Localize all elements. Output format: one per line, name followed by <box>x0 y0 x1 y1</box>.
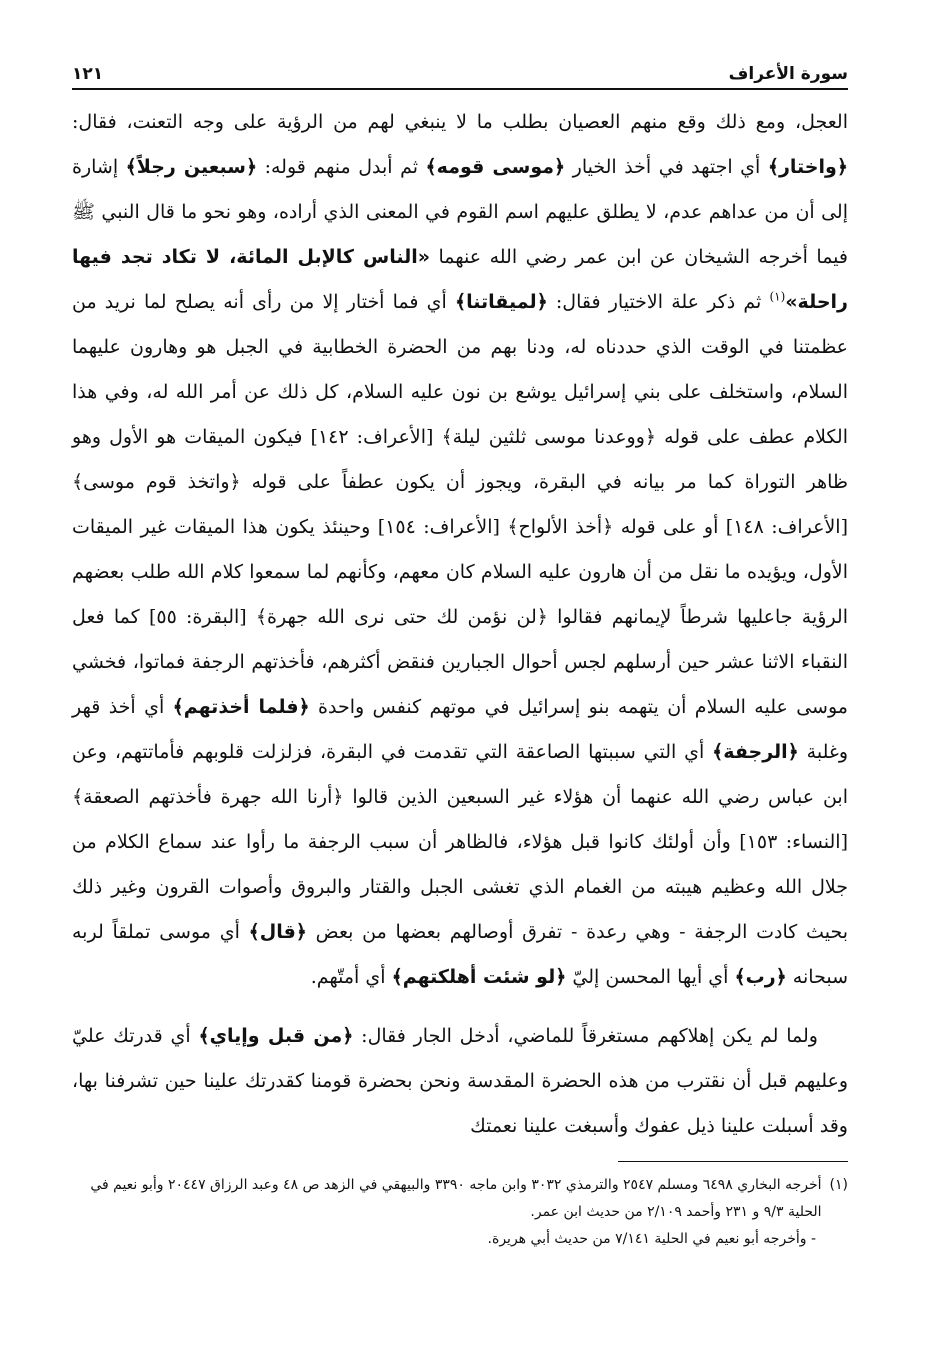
text-run: العجل، ومع ذلك وقع منهم العصيان بطلب ما لا ينبغي لهم من الرؤية على وجه التعنت، فقال: <box>72 111 848 133</box>
footnote-continuation: - وأخرجه أبو نعيم في الحلية ٧/١٤١ من حديث أبي هريرة. <box>487 1231 816 1247</box>
text-run: أي أخذ قهر وغلبة <box>72 696 848 763</box>
quran-quote: ﴿فلما أخذتهم﴾ <box>172 696 310 718</box>
text-run: أي اجتهد في أخذ الخيار <box>565 156 768 178</box>
text-run: ثم أبدل منهم قوله: <box>257 156 426 178</box>
text-run: إشارة إلى أن من عداهم عدم، لا يطلق عليهم اسم القوم في المعنى الذي أراده، وهو نحو ما قال النبي ﷺ فيما أخرجه الشيخان عن ابن عمر رضي الله عنهما <box>72 156 848 268</box>
footnote <box>72 1172 848 1226</box>
paragraph <box>72 1014 848 1149</box>
footnote-rule <box>618 1161 848 1162</box>
quran-quote: ﴿لميقاتنا﴾ <box>454 291 548 313</box>
quran-quote: ﴿الرجفة﴾ <box>712 741 799 763</box>
page-number: ١٢١ <box>72 64 104 84</box>
text-run: أي قدرتك عليّ وعليهم قبل أن نقترب من هذه الحضرة المقدسة ونحن بحضرة قومنا كقدرتك علينا حين تشرفنا بها، وقد أسبلت علينا ذيل عفوك وأسبغت علينا نعمتك <box>72 1025 848 1137</box>
quran-quote: ﴿موسى قومه﴾ <box>425 156 566 178</box>
text-run: أي فما أختار إلا من رأى أنه يصلح لما نريد من عظمتنا في الوقت الذي حددناه له، ودنا بهم من الحضرة الخطابية في الجبل هو وهارون عليهما السلام، واستخلف على بني إسرائيل يوشع بن نون عليه السلام، كل ذلك عن أمر الله له، وفي هذا الكلام عطف على قوله ﴿ووعدنا موسى ثلثين ليلة﴾ [الأعراف: ١٤٢] فيكون الميقات هو الأول وهو ظاهر التوراة كما مر بيانه في البقرة، ويجوز أن يكون عطفاً على قوله ﴿واتخذ قوم موسى﴾ [الأعراف: ١٤٨] أو على قوله ﴿أخذ الألواح﴾ [الأعراف: ١٥٤] وحينئذ يكون هذا الميقات غير الميقات الأول، ويؤيده ما نقل من أن هارون عليه السلام كان معهم، وكأنهم لما سمعوا كلام الله طلب بعضهم الرؤية جاعليها شرطاً لإيمانهم فقالوا ﴿لن نؤمن لك حتى نرى الله جهرة﴾ [البقرة: ٥٥] كما فعل النقباء الاثنا عشر حين أرسلهم لجس أحوال الجبارين فنقض أكثرهم، فأخذتهم الرجفة فماتوا، فخشي موسى عليه السلام أن يتهمه بنو إسرائيل في موتهم كنفس واحدة <box>72 291 849 718</box>
main-text <box>72 100 848 1149</box>
quran-quote: ﴿واختار﴾ <box>767 156 848 178</box>
footnote-ref: (١) <box>769 289 786 304</box>
quran-quote: ﴿من قبل وإياي﴾ <box>198 1025 354 1047</box>
paragraph <box>72 100 848 1000</box>
quran-quote: ﴿سبعين رجلاً﴾ <box>125 156 258 178</box>
quran-quote: ﴿رب﴾ <box>734 966 787 988</box>
text-run: أي التي سببتها الصاعقة التي تقدمت في البقرة، فزلزلت قلوبهم فأماتتهم، وعن ابن عباس رضي الله عنهما أن هؤلاء غير السبعين الذين قالوا ﴿أرنا الله جهرة فأخذتهم الصعقة﴾ [النساء: ١٥٣] وأن أولئك كانوا قبل هؤلاء، فالظاهر أن سبب الرجفة ما رأوا عند سماع الكلام من جلال الله وعظيم هيبته من الغمام الذي تغشى الجبل والقتار والبروق وأصوات القرون وغير ذلك بحيث كادت الرجفة - وهي رعدة - تفرق أوصالهم بعضها من بعض <box>72 741 848 943</box>
text-run: ثم ذكر علة الاختيار فقال: <box>547 291 770 313</box>
hadith-quote: «الناس كالإبل المائة، لا تكاد تجد فيها راحلة» <box>72 246 848 313</box>
footnotes <box>72 1172 848 1253</box>
header-rule <box>72 88 848 90</box>
footnote-text: أخرجه البخاري ٦٤٩٨ ومسلم ٢٥٤٧ والترمذي ٣٠٣٢ وابن ماجه ٣٣٩٠ والبيهقي في الزهد ص ٤٨ وعبد الرزاق ٢٠٤٤٧ وأبو نعيم في الحلية ٩/٣ و ٢٣١ وأحمد ٢/١٠٩ من حديث ابن عمر. <box>90 1177 822 1220</box>
page-header <box>72 48 848 84</box>
quran-quote: ﴿لو شئت أهلكتهم﴾ <box>391 966 567 988</box>
text-run: أي أيها المحسن إليّ <box>566 966 735 988</box>
book-page <box>72 48 848 1308</box>
footnote-mark: (١) <box>829 1177 848 1193</box>
text-run: أي موسى تملقاً لربه سبحانه <box>72 921 848 988</box>
text-run: ولما لم يكن إهلاكهم مستغرقاً للماضي، أدخل الجار فقال: <box>353 1025 818 1047</box>
surah-title: سورة الأعراف <box>728 64 848 84</box>
text-run: أي أمتّهم. <box>310 966 392 988</box>
quran-quote: ﴿قال﴾ <box>248 921 307 943</box>
